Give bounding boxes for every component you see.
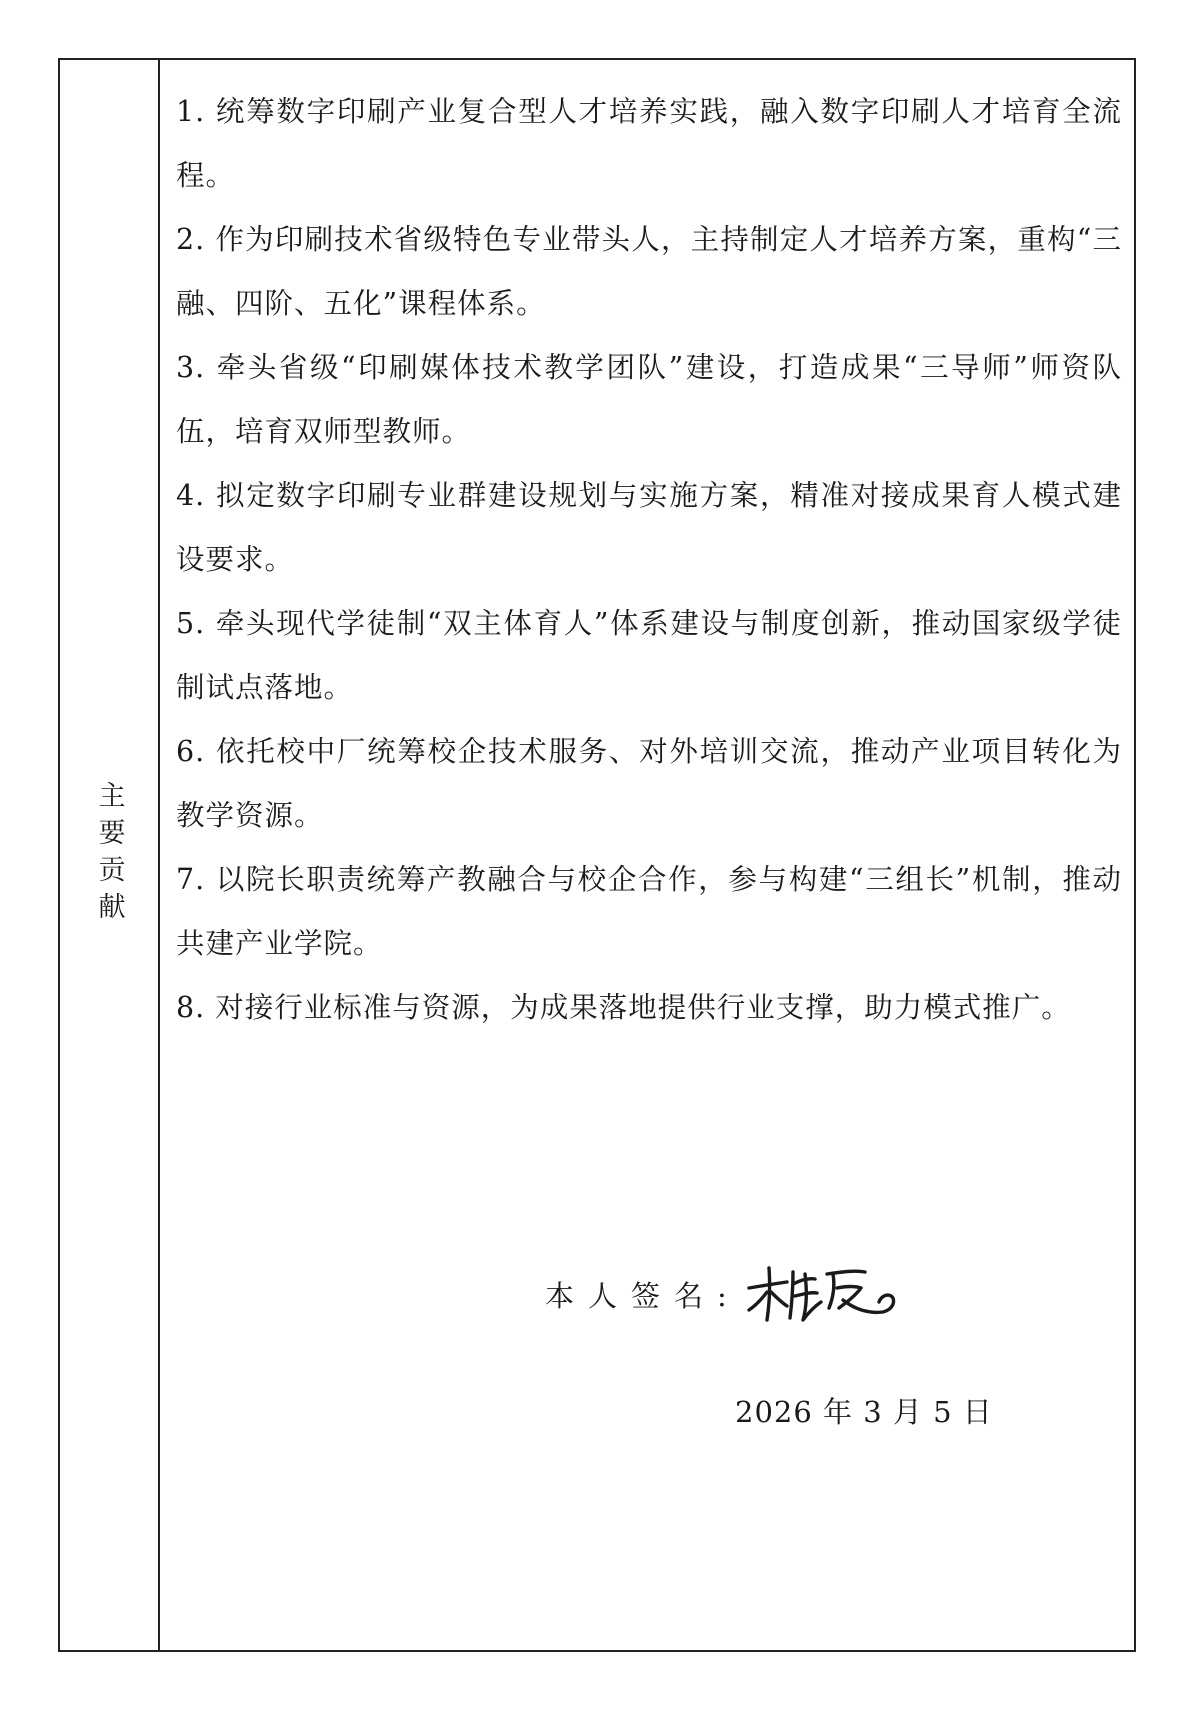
signature-row xyxy=(545,1262,903,1326)
contribution-item-3: 3. 牵头省级“印刷媒体技术教学团队”建设，打造成果“三导师”师资队伍，培育双师型教师。 xyxy=(176,351,1122,448)
contribution-item-7: 7. 以院长职责统筹产教融合与校企合作，参与构建“三组长”机制，推动共建产业学院。 xyxy=(176,863,1122,960)
signing-date: 2026 年 3 月 5 日 xyxy=(735,1395,993,1429)
label-cell xyxy=(60,60,160,1650)
contribution-item-1: 1. 统筹数字印刷产业复合型人才培养实践，融入数字印刷人才培育全流程。 xyxy=(176,95,1122,192)
contribution-item-5: 5. 牵头现代学徒制“双主体育人”体系建设与制度创新，推动国家级学徒制试点落地。 xyxy=(176,607,1122,704)
signature-label: 本人签名: xyxy=(545,1278,741,1313)
contribution-item-8: 8. 对接行业标准与资源，为成果落地提供行业支撑，助力模式推广。 xyxy=(176,991,1071,1024)
contribution-item-4: 4. 拟定数字印刷专业群建设规划与实施方案，精准对接成果育人模式建设要求。 xyxy=(176,479,1122,576)
contribution-item-6: 6. 依托校中厂统筹校企技术服务、对外培训交流，推动产业项目转化为教学资源。 xyxy=(176,735,1122,832)
section-label: 主要贡献 xyxy=(93,781,125,929)
handwritten-signature xyxy=(743,1262,903,1326)
contribution-item-2: 2. 作为印刷技术省级特色专业带头人，主持制定人才培养方案，重构“三融、四阶、五化”课程体系。 xyxy=(176,223,1122,320)
